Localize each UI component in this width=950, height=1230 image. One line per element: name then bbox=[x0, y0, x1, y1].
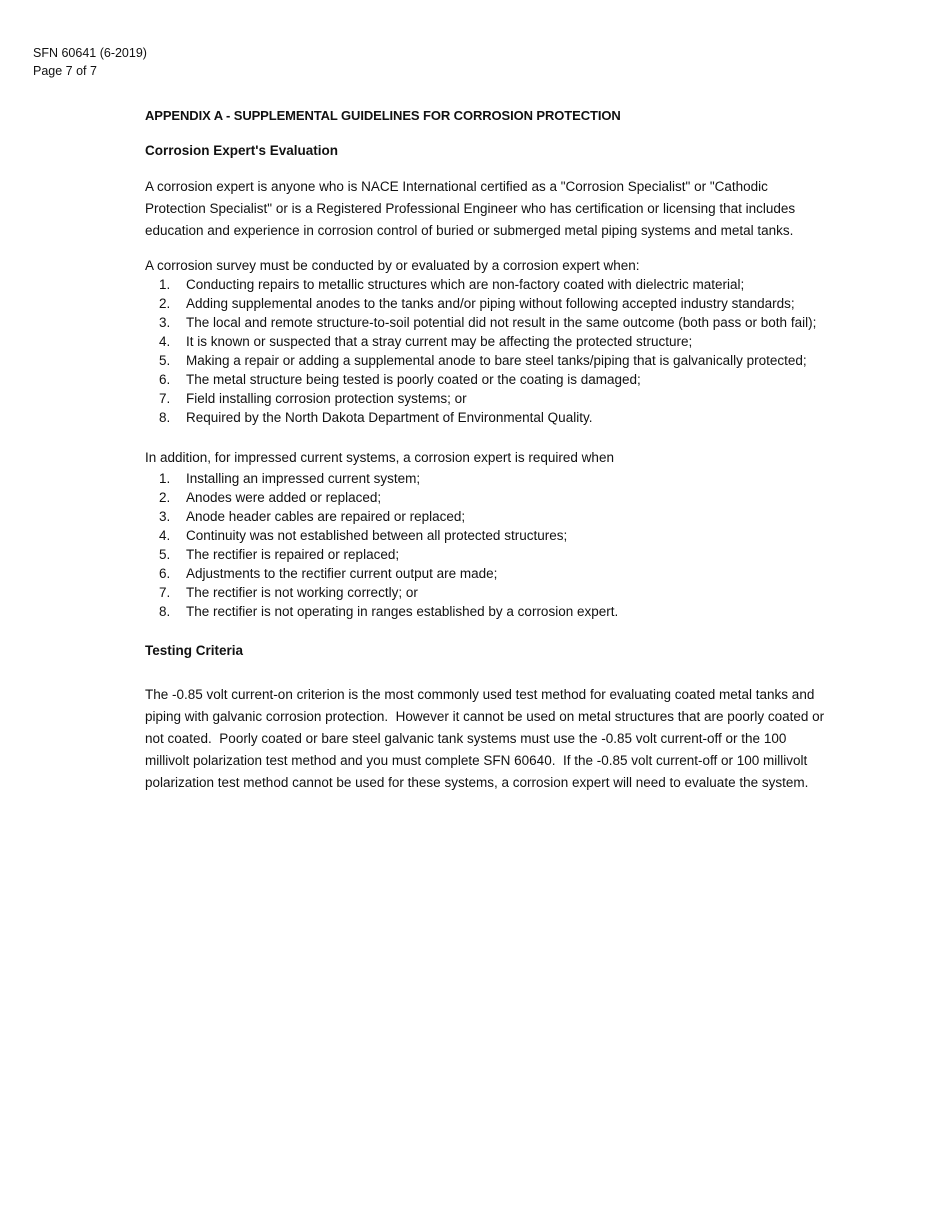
list-item: 1. Installing an impressed current system; bbox=[159, 471, 421, 486]
list-item: 2. Anodes were added or replaced; bbox=[159, 490, 382, 505]
survey-conditions-list bbox=[145, 275, 825, 427]
list-item: 6. Adjustments to the rectifier current output are made; bbox=[159, 566, 498, 581]
list-item: 2. Adding supplemental anodes to the tanks and/or piping without following accepted industry standards; bbox=[159, 296, 795, 311]
list-item: 4. It is known or suspected that a stray current may be affecting the protected structure; bbox=[159, 334, 693, 349]
document-body bbox=[145, 108, 828, 794]
impressed-current-intro: In addition, for impressed current systems, a corrosion expert is required when bbox=[145, 450, 614, 465]
survey-intro: A corrosion survey must be conducted by or evaluated by a corrosion expert when: bbox=[145, 258, 640, 273]
testing-criteria-body: The -0.85 volt current-on criterion is the most commonly used test method for evaluating coated metal tanks and piping with galvanic corrosion protection. However it cannot be used on metal structures that are poorly coated or not coated. Poorly coated or bare steel galvanic tank systems must use the -0.85 volt current-off or the 100 millivolt polarization test method and you must complete SFN 60640. If the -0.85 volt current-off or 100 millivolt polarization test method cannot be used for these systems, a corrosion expert will need to evaluate the system. bbox=[145, 687, 828, 790]
corrosion-expert-definition: A corrosion expert is anyone who is NACE International certified as a "Corrosion Specialist" or "Cathodic Protection Specialist" or is a Registered Professional Engineer who has certification or licensing that includes education and experience in corrosion control of buried or submerged metal piping systems and metal tanks. bbox=[145, 179, 799, 238]
list-item: 8. The rectifier is not operating in ranges established by a corrosion expert. bbox=[159, 604, 619, 619]
list-item: 7. The rectifier is not working correctly; or bbox=[159, 585, 418, 600]
list-item: 7. Field installing corrosion protection systems; or bbox=[159, 391, 467, 406]
list-item: 3. Anode header cables are repaired or replaced; bbox=[159, 509, 466, 524]
list-item: 6. The metal structure being tested is poorly coated or the coating is damaged; bbox=[159, 372, 641, 387]
evaluation-heading: Corrosion Expert's Evaluation bbox=[145, 143, 339, 158]
appendix-title: APPENDIX A - SUPPLEMENTAL GUIDELINES FOR CORROSION PROTECTION bbox=[145, 108, 621, 123]
list-item: 1. Conducting repairs to metallic structures which are non-factory coated with dielectric material; bbox=[159, 277, 745, 292]
page-number: Page 7 of 7 bbox=[33, 64, 97, 78]
list-item: 5. The rectifier is repaired or replaced; bbox=[159, 547, 400, 562]
form-header bbox=[33, 44, 147, 80]
list-item: 3. The local and remote structure-to-soil potential did not result in the same outcome (both pass or both fail); bbox=[159, 315, 817, 330]
impressed-current-list bbox=[145, 469, 825, 621]
list-item: 8. Required by the North Dakota Department of Environmental Quality. bbox=[159, 410, 593, 425]
testing-criteria-heading: Testing Criteria bbox=[145, 643, 244, 658]
list-item: 5. Making a repair or adding a supplemental anode to bare steel tanks/piping that is galvanically protected; bbox=[159, 353, 807, 368]
list-item: 4. Continuity was not established between all protected structures; bbox=[159, 528, 568, 543]
form-number: SFN 60641 (6-2019) bbox=[33, 46, 147, 60]
